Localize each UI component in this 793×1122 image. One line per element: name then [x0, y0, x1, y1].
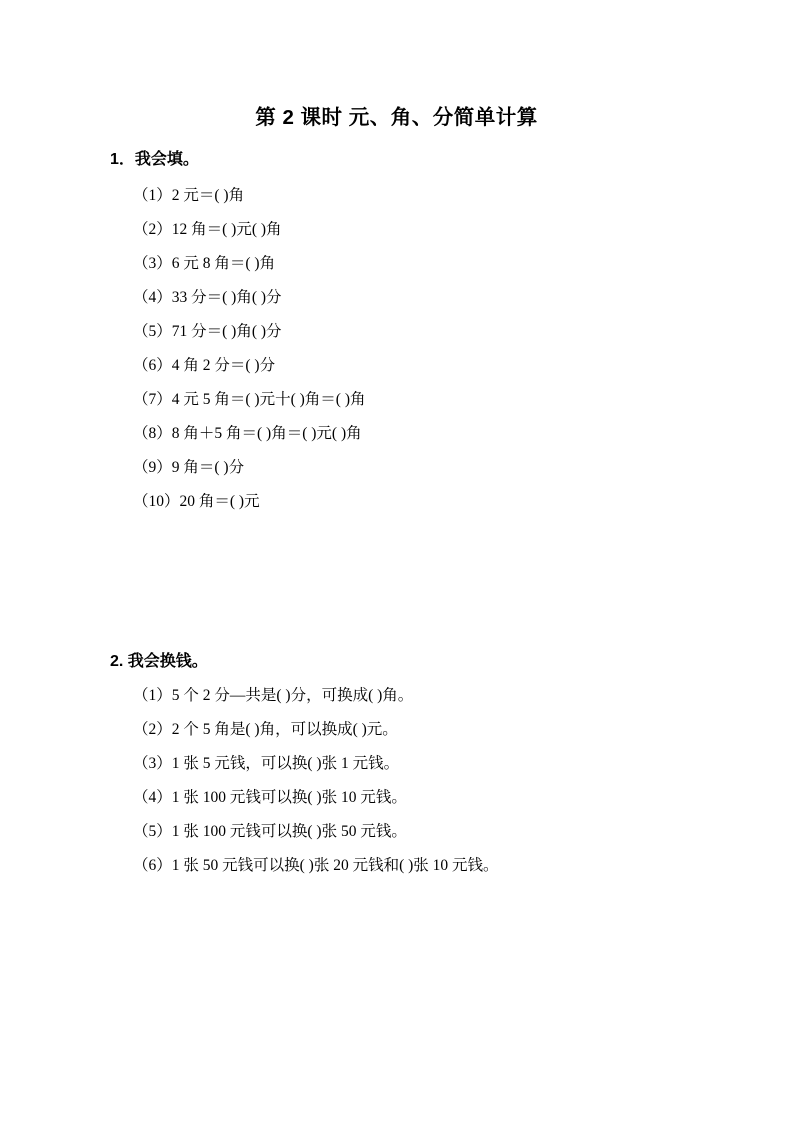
question-item — [133, 722, 773, 756]
question-text: 71 分＝( )角( )分 — [171, 323, 282, 340]
question-text: 33 分＝( )角( )分 — [171, 289, 282, 306]
question-text: 9 角＝( )分 — [171, 459, 245, 476]
question-item — [133, 290, 773, 324]
question-text: 2 个 5 角是( )角，可以换成( )元。 — [171, 721, 398, 738]
question-item — [133, 256, 773, 290]
section-heading-exchange-money: 2. 我会换钱。 — [110, 653, 208, 670]
question-number: （3） — [133, 255, 172, 272]
page-title: 第 2 课时 元、角、分简单计算 — [255, 106, 538, 129]
question-item — [133, 494, 773, 528]
question-number: （8） — [133, 425, 172, 442]
question-item — [133, 858, 773, 892]
question-item — [133, 824, 773, 858]
question-list-fill-in — [133, 188, 773, 528]
question-number: （2） — [133, 221, 172, 238]
question-number: （10） — [133, 493, 180, 510]
question-number: （6） — [133, 357, 172, 374]
question-item — [133, 688, 773, 722]
question-text: 2 元＝( )角 — [171, 187, 245, 204]
question-number: （5） — [133, 823, 172, 840]
question-number: （2） — [133, 721, 172, 738]
question-text: 6 元 8 角＝( )角 — [171, 255, 276, 272]
question-text: 1 张 50 元钱可以换( )张 20 元钱和( )张 10 元钱。 — [171, 857, 499, 874]
question-number: （4） — [133, 789, 172, 806]
question-item — [133, 358, 773, 392]
question-text: 1 张 5 元钱，可以换( )张 1 元钱。 — [171, 755, 400, 772]
question-number: （5） — [133, 323, 172, 340]
question-item — [133, 188, 773, 222]
question-item — [133, 790, 773, 824]
question-number: （3） — [133, 755, 172, 772]
question-text: 4 元 5 角＝( )元十( )角＝( )角 — [171, 391, 366, 408]
question-number: （4） — [133, 289, 172, 306]
question-number: （7） — [133, 391, 172, 408]
question-number: （1） — [133, 187, 172, 204]
question-text: 20 角＝( )元 — [179, 493, 260, 510]
question-text: 5 个 2 分—共是( )分，可换成( )角。 — [171, 687, 414, 704]
question-number: （9） — [133, 459, 172, 476]
question-item — [133, 460, 773, 494]
question-item — [133, 324, 773, 358]
question-text: 12 角＝( )元( )角 — [171, 221, 282, 238]
question-text: 8 角＋5 角＝( )角＝( )元( )角 — [171, 425, 362, 442]
question-number: （1） — [133, 687, 172, 704]
question-text: 1 张 100 元钱可以换( )张 10 元钱。 — [171, 789, 407, 806]
question-item — [133, 222, 773, 256]
question-item — [133, 426, 773, 460]
question-item — [133, 756, 773, 790]
question-number: （6） — [133, 857, 172, 874]
question-text: 1 张 100 元钱可以换( )张 50 元钱。 — [171, 823, 407, 840]
question-text: 4 角 2 分＝( )分 — [171, 357, 276, 374]
question-list-exchange-money — [133, 688, 773, 892]
question-item — [133, 392, 773, 426]
section-heading-fill-in: 1．我会填。 — [110, 151, 199, 168]
